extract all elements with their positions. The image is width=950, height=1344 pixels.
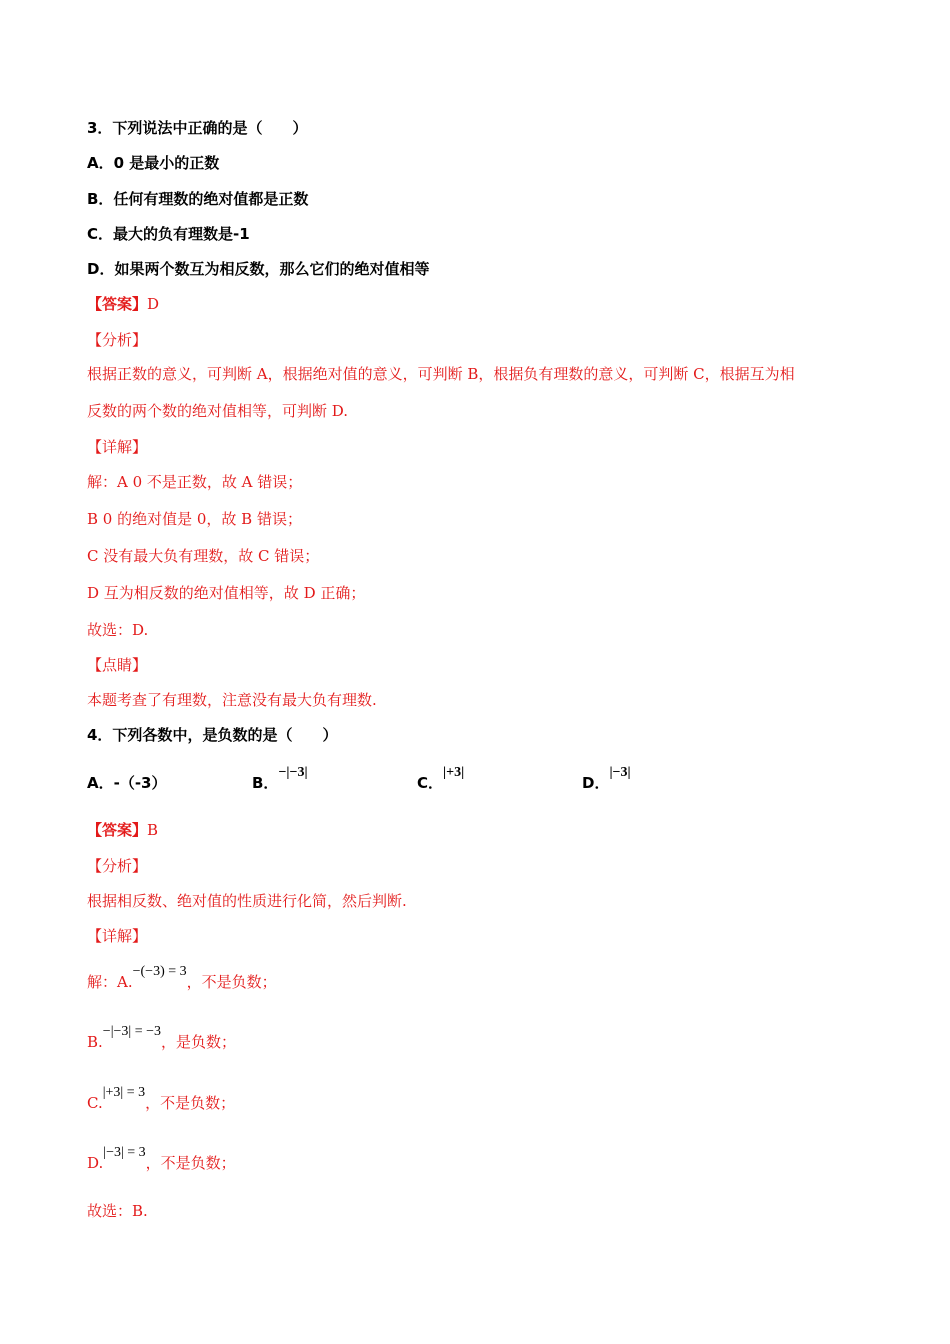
q3-analysis-tag: 【分析】 — [87, 331, 148, 349]
option-math: |−3| — [609, 765, 631, 780]
detail-math: |−3| = 3 — [103, 1145, 146, 1160]
q4-option-b — [252, 765, 308, 795]
q4-detail-c — [87, 1085, 236, 1115]
q3-detail-d: D 互为相反数的绝对值相等，故 D 正确； — [87, 584, 366, 602]
option-label: B． — [252, 774, 279, 792]
detail-suffix: ，不是负数； — [186, 973, 277, 991]
detail-math: |+3| = 3 — [102, 1085, 146, 1100]
detail-suffix: ，不是负数； — [145, 1094, 236, 1112]
q3-comment-tag: 【点睛】 — [87, 656, 148, 674]
option-label: C． — [417, 774, 444, 792]
option-math: |+3| — [443, 765, 465, 780]
q3-option-b: B．任何有理数的绝对值都是正数 — [87, 190, 309, 208]
q4-option-d — [582, 765, 631, 795]
q3-option-d: D．如果两个数互为相反数，那么它们的绝对值相等 — [87, 260, 430, 278]
option-label: D． — [582, 774, 610, 792]
q3-option-c: C．最大的负有理数是-1 — [87, 225, 250, 243]
answer-value: B — [147, 821, 159, 839]
q4-answer — [87, 820, 158, 840]
answer-value: D — [147, 295, 160, 313]
q3-option-a: A．0 是最小的正数 — [87, 154, 220, 172]
q3-detail-tag: 【详解】 — [87, 438, 148, 456]
detail-prefix: 解：A. — [87, 973, 133, 991]
detail-prefix: B. — [87, 1033, 103, 1051]
detail-math: −|−3| = −3 — [102, 1024, 161, 1039]
answer-tag: 【答案】 — [87, 821, 148, 839]
q4-option-a: A．-（-3） — [87, 774, 167, 792]
q4-stem: 4．下列各数中，是负数的是（ ） — [87, 726, 338, 744]
q4-detail-d — [87, 1145, 236, 1175]
q4-final: 故选：B. — [87, 1202, 148, 1220]
q4-analysis: 根据相反数、绝对值的性质进行化简，然后判断. — [87, 892, 407, 910]
detail-suffix: ，是负数； — [160, 1033, 236, 1051]
q3-detail-a: 解：A 0 不是正数，故 A 错误； — [87, 473, 303, 491]
q3-final: 故选：D. — [87, 621, 149, 639]
q4-analysis-tag: 【分析】 — [87, 857, 148, 875]
detail-prefix: C. — [87, 1094, 103, 1112]
q4-option-c — [417, 765, 465, 795]
q3-analysis-line2: 反数的两个数的绝对值相等，可判断 D. — [87, 402, 349, 420]
detail-suffix: ，不是负数； — [145, 1154, 236, 1172]
option-math: −|−3| — [278, 765, 308, 780]
detail-prefix: D. — [87, 1154, 104, 1172]
q3-detail-b: B 0 的绝对值是 0，故 B 错误； — [87, 510, 302, 528]
detail-math: −(−3) = 3 — [132, 964, 187, 979]
q3-stem: 3．下列说法中正确的是（ ） — [87, 119, 308, 137]
q4-detail-a — [87, 964, 277, 994]
q4-detail-tag: 【详解】 — [87, 927, 148, 945]
q3-analysis-line1: 根据正数的意义，可判断 A，根据绝对值的意义，可判断 B，根据负有理数的意义，可判断 C，根据互为相 — [87, 365, 795, 383]
q4-detail-b — [87, 1024, 236, 1054]
q3-answer — [87, 294, 159, 314]
q3-detail-c: C 没有最大负有理数，故 C 错误； — [87, 547, 320, 565]
q3-comment: 本题考查了有理数，注意没有最大负有理数. — [87, 691, 377, 709]
answer-tag: 【答案】 — [87, 295, 148, 313]
